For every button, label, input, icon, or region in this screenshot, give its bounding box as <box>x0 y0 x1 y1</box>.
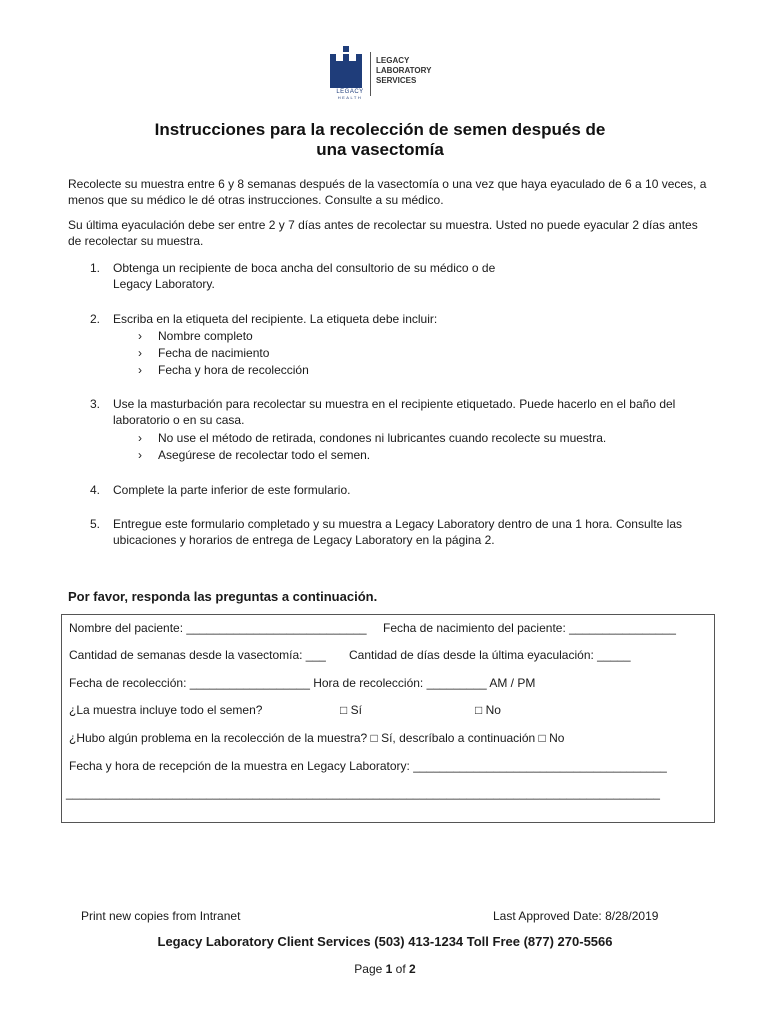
step-text: Entregue este formulario completado y su muestra a Legacy Laboratory dentro de una 1 hora. Consulte las ubicaciones y horarios de entrega de Legacy Laboratory en la página 2. <box>113 517 682 547</box>
page-word: Page <box>354 962 383 976</box>
intro-paragraph-1: Recolecte su muestra entre 6 y 8 semanas después de la vasectomía o una vez que haya eyaculado de 6 a 10 veces, a menos que su médico le dé otras instrucciones. Consulte a su médico. <box>68 177 707 207</box>
bullet-marker-icon: › <box>138 448 142 462</box>
legacy-logo-mark-icon <box>330 46 362 88</box>
page-current: 1 <box>385 962 393 976</box>
bullet-text: Nombre completo <box>158 329 253 343</box>
logo-line-2: LABORATORY <box>376 66 432 75</box>
collection-problem-question[interactable]: ¿Hubo algún problema en la recolección de la muestra? □ Sí, descríbalo a continuación □ No <box>69 731 565 745</box>
page-number <box>0 962 770 976</box>
patient-birthdate-field[interactable]: Fecha de nacimiento del paciente: ________________ <box>383 621 676 635</box>
received-date-time-field[interactable]: Fecha y hora de recepción de la muestra en Legacy Laboratory: ______________________________________ <box>69 759 667 773</box>
collection-date-time-field[interactable]: Fecha de recolección: __________________ Hora de recolección: _________ AM / PM <box>69 676 536 690</box>
days-since-ejaculation-field[interactable]: Cantidad de días desde la última eyaculación: _____ <box>349 648 631 662</box>
bullet-text: Asegúrese de recolectar todo el semen. <box>158 448 371 462</box>
step-number: 4. <box>90 483 101 497</box>
page-title <box>100 120 660 160</box>
bullet-text: Fecha y hora de recolección <box>158 363 309 377</box>
form-section-heading: Por favor, responda las preguntas a continuación. <box>68 589 378 604</box>
logo-divider <box>370 52 371 96</box>
legacy-logo <box>330 46 440 102</box>
full-sample-question: ¿La muestra incluye todo el semen? <box>69 703 263 717</box>
step-number: 1. <box>90 261 101 275</box>
patient-form <box>61 614 715 823</box>
logo-line-3: SERVICES <box>376 76 417 85</box>
page-of-word: of <box>395 962 406 976</box>
bullet-marker-icon: › <box>138 329 142 343</box>
step-text: Complete la parte inferior de este formulario. <box>113 483 351 497</box>
page-total: 2 <box>409 962 416 976</box>
patient-name-field[interactable]: Nombre del paciente: ___________________________ <box>69 621 367 635</box>
title-line-1: Instrucciones para la recolección de semen después de <box>154 120 606 139</box>
title-line-2: una vasectomía <box>316 140 444 159</box>
description-line-field[interactable]: _________________________________________________________________________________________ <box>66 786 660 800</box>
weeks-since-vasectomy-field[interactable]: Cantidad de semanas desde la vasectomía: ___ <box>69 648 326 662</box>
bullet-marker-icon: › <box>138 431 142 445</box>
step-number: 3. <box>90 397 101 411</box>
full-sample-no-checkbox[interactable]: □ No <box>475 703 501 717</box>
logo-health-sub: HEALTH <box>337 95 363 100</box>
step-text: Obtenga un recipiente de boca ancha del consultorio de su médico o de Legacy Laboratory. <box>113 261 496 291</box>
intro-paragraph-2: Su última eyaculación debe ser entre 2 y 7 días antes de recolectar su muestra. Usted no puede eyacular 2 días antes de recolectar su muestra. <box>68 218 698 248</box>
logo-health-word: LEGACY <box>336 89 364 95</box>
footer-approved-date: Last Approved Date: 8/28/2019 <box>493 909 659 923</box>
bullet-marker-icon: › <box>138 346 142 360</box>
logo-line-1: LEGACY <box>376 56 410 65</box>
client-services-contact: Legacy Laboratory Client Services (503) 413-1234 Toll Free (877) 270-5566 <box>157 934 613 949</box>
step-text: Escriba en la etiqueta del recipiente. La etiqueta debe incluir: <box>113 312 438 326</box>
bullet-text: No use el método de retirada, condones ni lubricantes cuando recolecte su muestra. <box>158 431 607 445</box>
full-sample-yes-checkbox[interactable]: □ Sí <box>340 703 362 717</box>
step-number: 5. <box>90 517 101 531</box>
footer-print-note: Print new copies from Intranet <box>81 909 241 923</box>
logo-text <box>376 56 431 86</box>
logo-health-wordmark <box>330 89 370 101</box>
step-text: Use la masturbación para recolectar su muestra en el recipiente etiquetado. Puede hacerlo en el baño del laboratorio o en su casa. <box>113 397 676 427</box>
step-number: 2. <box>90 312 101 326</box>
bullet-marker-icon: › <box>138 363 142 377</box>
bullet-text: Fecha de nacimiento <box>158 346 270 360</box>
